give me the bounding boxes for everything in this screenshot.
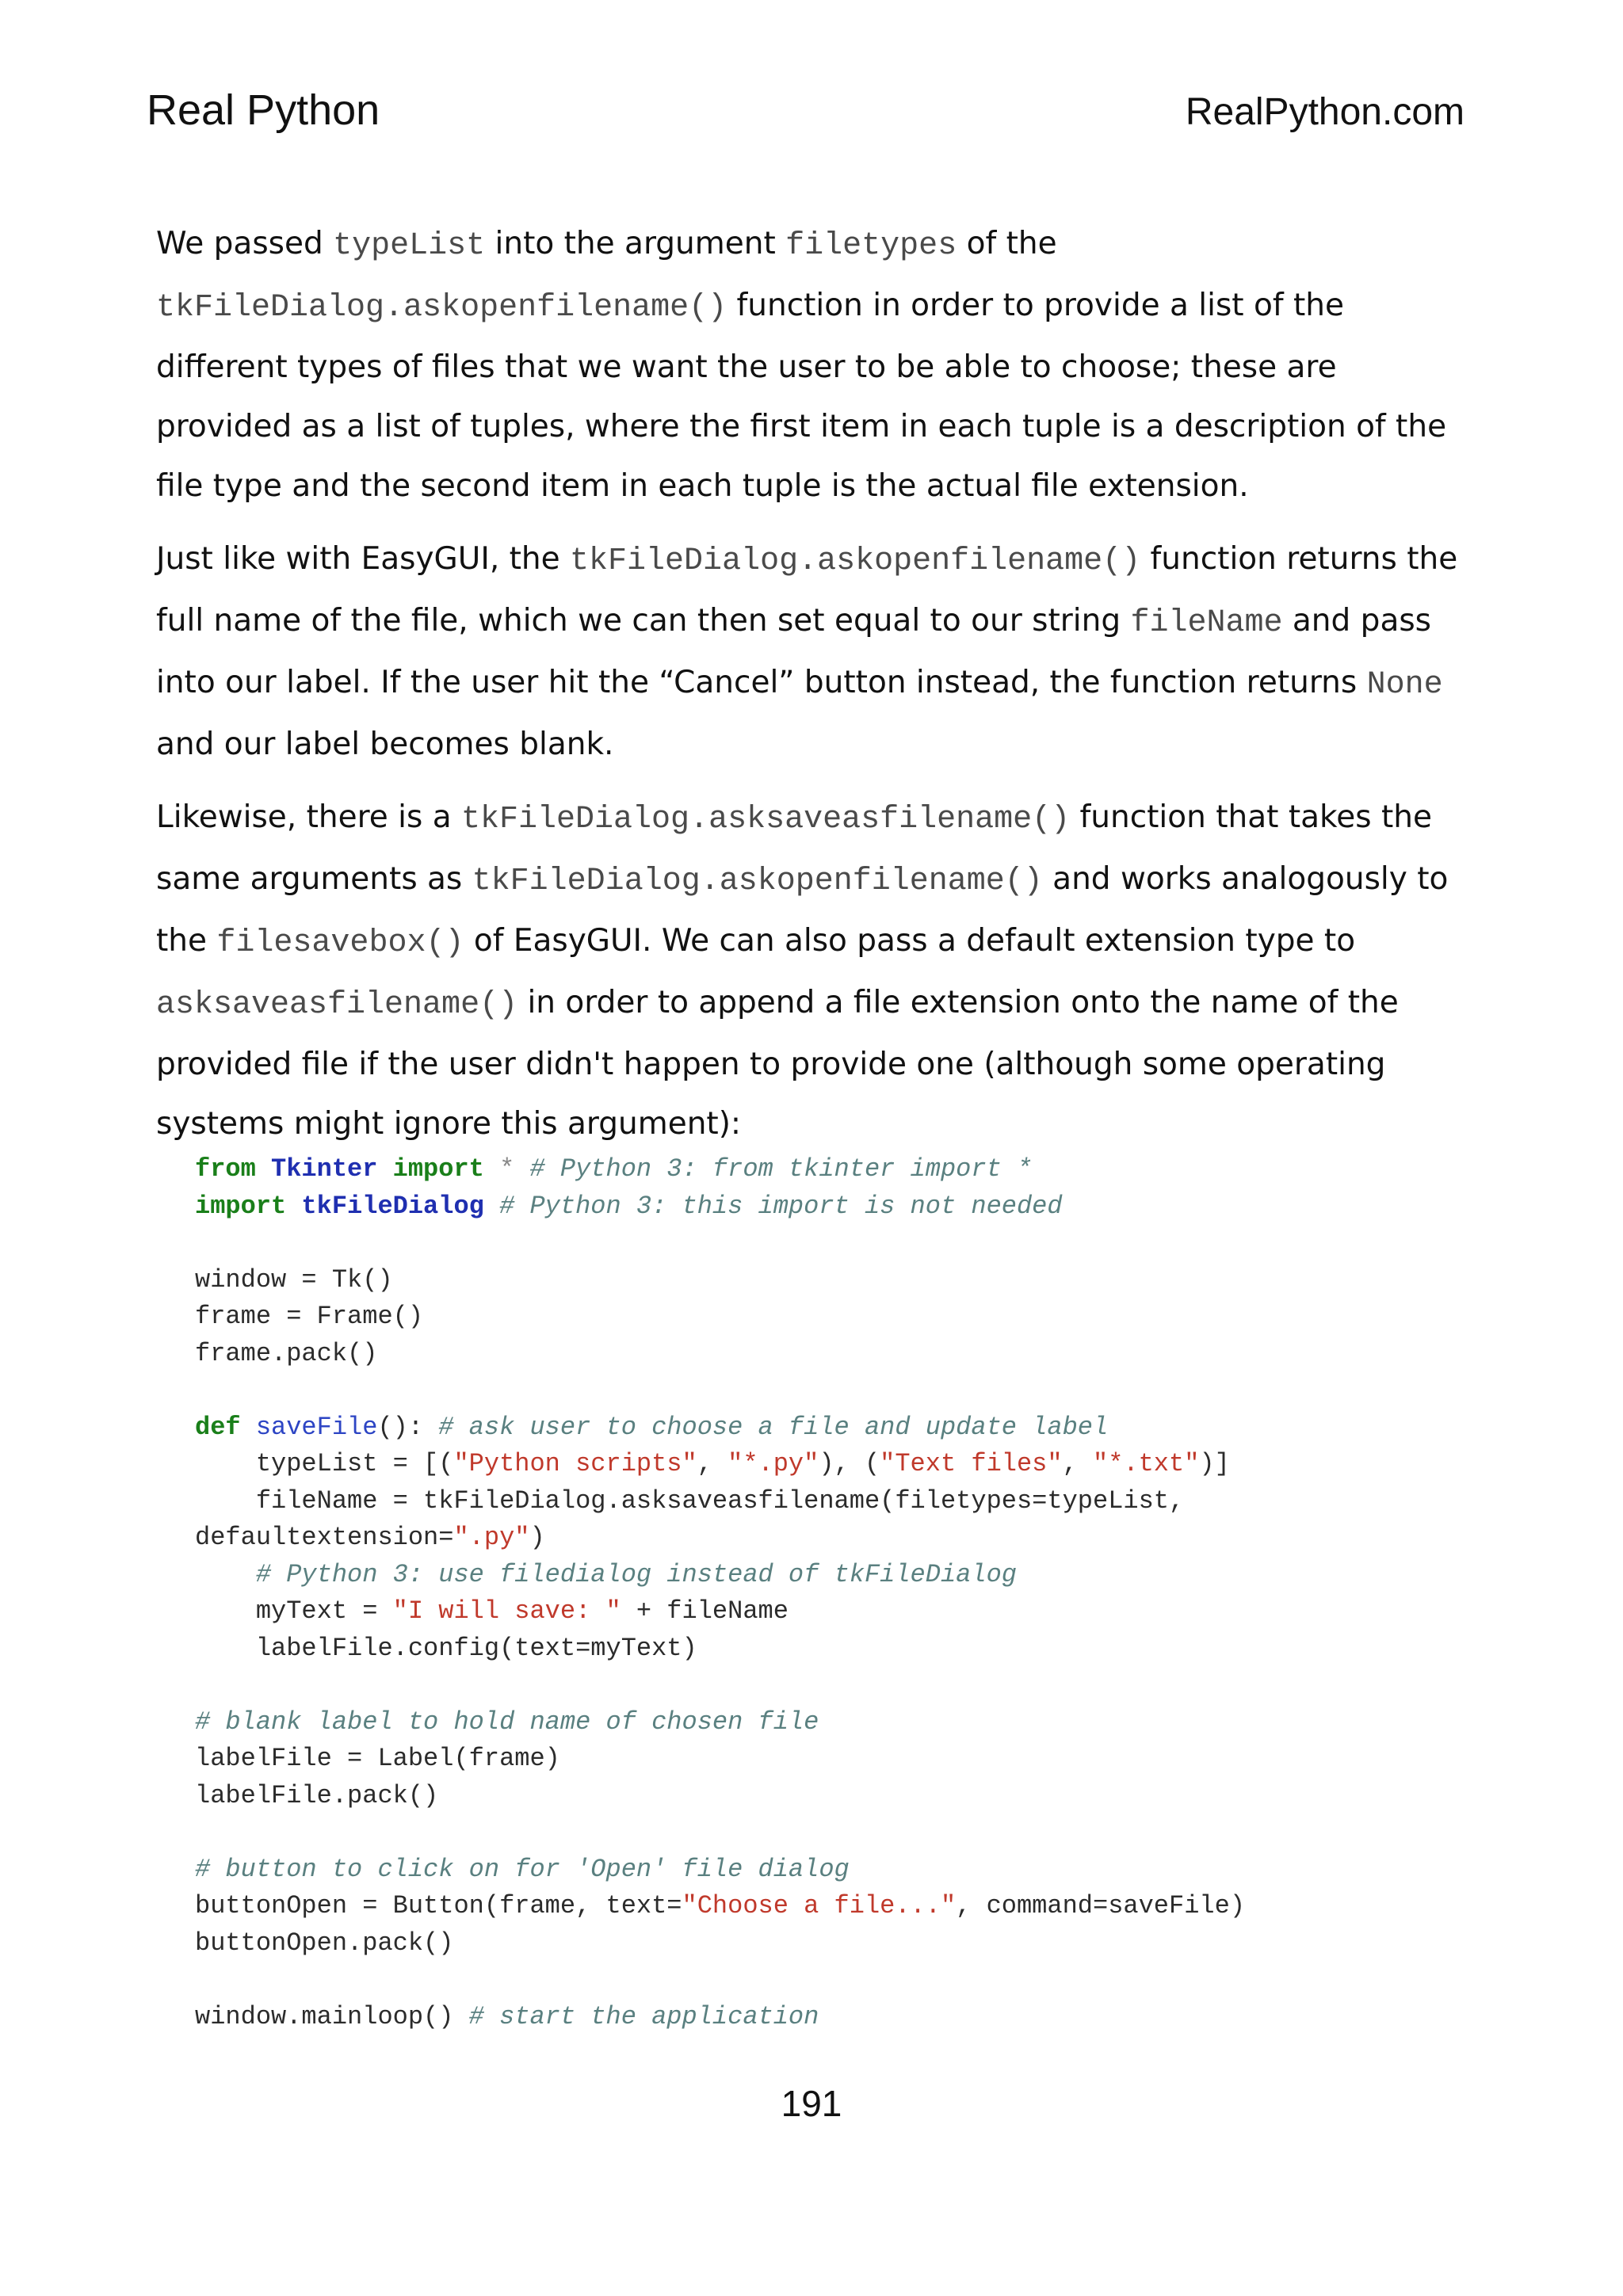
- code-punct: ():: [377, 1412, 424, 1442]
- inline-code: fileName: [1130, 605, 1283, 641]
- code-line: frame.pack(): [195, 1338, 378, 1368]
- text: and our label becomes blank.: [156, 727, 614, 762]
- code-string: "*.py": [727, 1449, 819, 1478]
- code-keyword: import: [195, 1191, 287, 1221]
- paragraph-2: [156, 529, 1480, 774]
- code-comment: # blank label to hold name of chosen file: [195, 1707, 819, 1737]
- text: function returns the full name of the file, which we can then set equal to our string: [156, 541, 1458, 639]
- text: function in order to provide a list of the different types of files that we want the user to be able to choose; these are provided as a list of tuples, where the first item in each tuple is a description of the file type and the second item in each tuple is the actual file extension.: [156, 288, 1447, 504]
- body-text: [156, 214, 1480, 1167]
- inline-code: asksaveasfilename(): [156, 987, 518, 1023]
- inline-code: filesavebox(): [216, 925, 464, 961]
- code-text: defaultextension=: [195, 1523, 454, 1552]
- code-comment: # ask user to choose a file and update label: [438, 1412, 1109, 1442]
- paragraph-3: [156, 788, 1480, 1154]
- code-comment: # Python 3: from tkinter import *: [529, 1154, 1033, 1184]
- code-string: "Choose a file...": [682, 1891, 957, 1920]
- code-line: frame = Frame(): [195, 1302, 424, 1331]
- code-string: "*.txt": [1092, 1449, 1200, 1478]
- code-line: window = Tk(): [195, 1264, 393, 1295]
- code-string: "Text files": [880, 1449, 1063, 1478]
- code-text: ,: [697, 1449, 728, 1478]
- code-text: , command=saveFile): [956, 1891, 1246, 1920]
- text: of EasyGUI. We can also pass a default extension type to: [464, 923, 1356, 959]
- code-text: )]: [1199, 1449, 1230, 1478]
- code-text: window.mainloop(): [195, 2001, 454, 2031]
- code-text: + fileName: [621, 1596, 789, 1626]
- text: in order to append a file extension onto the name of the provided file if the user didn't happen to provide one (although some operating systems might ignore this argument):: [156, 985, 1399, 1142]
- code-line: labelFile.config(text=myText): [255, 1633, 697, 1663]
- text: and works analogously to the: [156, 861, 1449, 959]
- code-function-name: saveFile: [255, 1412, 378, 1442]
- code-string: "I will save: ": [392, 1596, 621, 1626]
- code-keyword: import: [392, 1154, 484, 1184]
- text: function that takes the same arguments as: [156, 799, 1432, 897]
- code-operator: *: [499, 1154, 515, 1184]
- code-line: labelFile = Label(frame): [195, 1744, 560, 1773]
- code-block: [195, 1151, 1495, 2035]
- code-text: ): [529, 1523, 545, 1552]
- text: Likewise, there is a: [156, 799, 462, 835]
- code-comment: # Python 3: use filedialog instead of tkFileDialog: [255, 1559, 1017, 1589]
- code-comment: # Python 3: this import is not needed: [499, 1191, 1063, 1221]
- header-book-title: Real Python: [147, 86, 380, 134]
- inline-code: tkFileDialog.askopenfilename(): [156, 290, 727, 326]
- code-keyword: from: [195, 1154, 256, 1184]
- code-text: buttonOpen = Button(frame, text=: [195, 1891, 682, 1920]
- code-module: Tkinter: [271, 1154, 378, 1184]
- page-number: 191: [781, 2083, 842, 2124]
- code-text: typeList = [(: [255, 1449, 454, 1478]
- inline-code: filetypes: [785, 228, 957, 264]
- code-text: ,: [1062, 1449, 1093, 1478]
- code-string: ".py": [453, 1523, 530, 1552]
- inline-code: tkFileDialog.askopenfilename(): [570, 543, 1141, 579]
- paragraph-1: [156, 214, 1480, 516]
- code-comment: # start the application: [468, 2001, 819, 2031]
- text: into the argument: [485, 226, 786, 261]
- inline-code: None: [1366, 667, 1443, 703]
- code-keyword: def: [195, 1412, 241, 1442]
- code-module: tkFileDialog: [301, 1191, 484, 1221]
- header-website: RealPython.com: [1185, 91, 1465, 133]
- code-line: fileName = tkFileDialog.asksaveasfilename(filetypes=typeList,: [255, 1486, 1185, 1516]
- text: of the: [957, 226, 1057, 261]
- text: and pass into our label. If the user hit the “Cancel” button instead, the function returns: [156, 603, 1431, 700]
- text: Just like with EasyGUI, the: [156, 541, 571, 577]
- code-line: labelFile.pack(): [195, 1780, 439, 1810]
- code-comment: # button to click on for 'Open' file dialog: [195, 1854, 850, 1884]
- code-line: buttonOpen.pack(): [195, 1928, 454, 1958]
- code-text: ), (: [819, 1449, 880, 1478]
- inline-code: typeList: [333, 228, 486, 264]
- inline-code: tkFileDialog.asksaveasfilename(): [461, 802, 1071, 837]
- text: We passed: [156, 226, 334, 261]
- code-string: "Python scripts": [453, 1449, 697, 1478]
- inline-code: tkFileDialog.askopenfilename(): [472, 864, 1043, 899]
- code-text: myText =: [255, 1596, 393, 1626]
